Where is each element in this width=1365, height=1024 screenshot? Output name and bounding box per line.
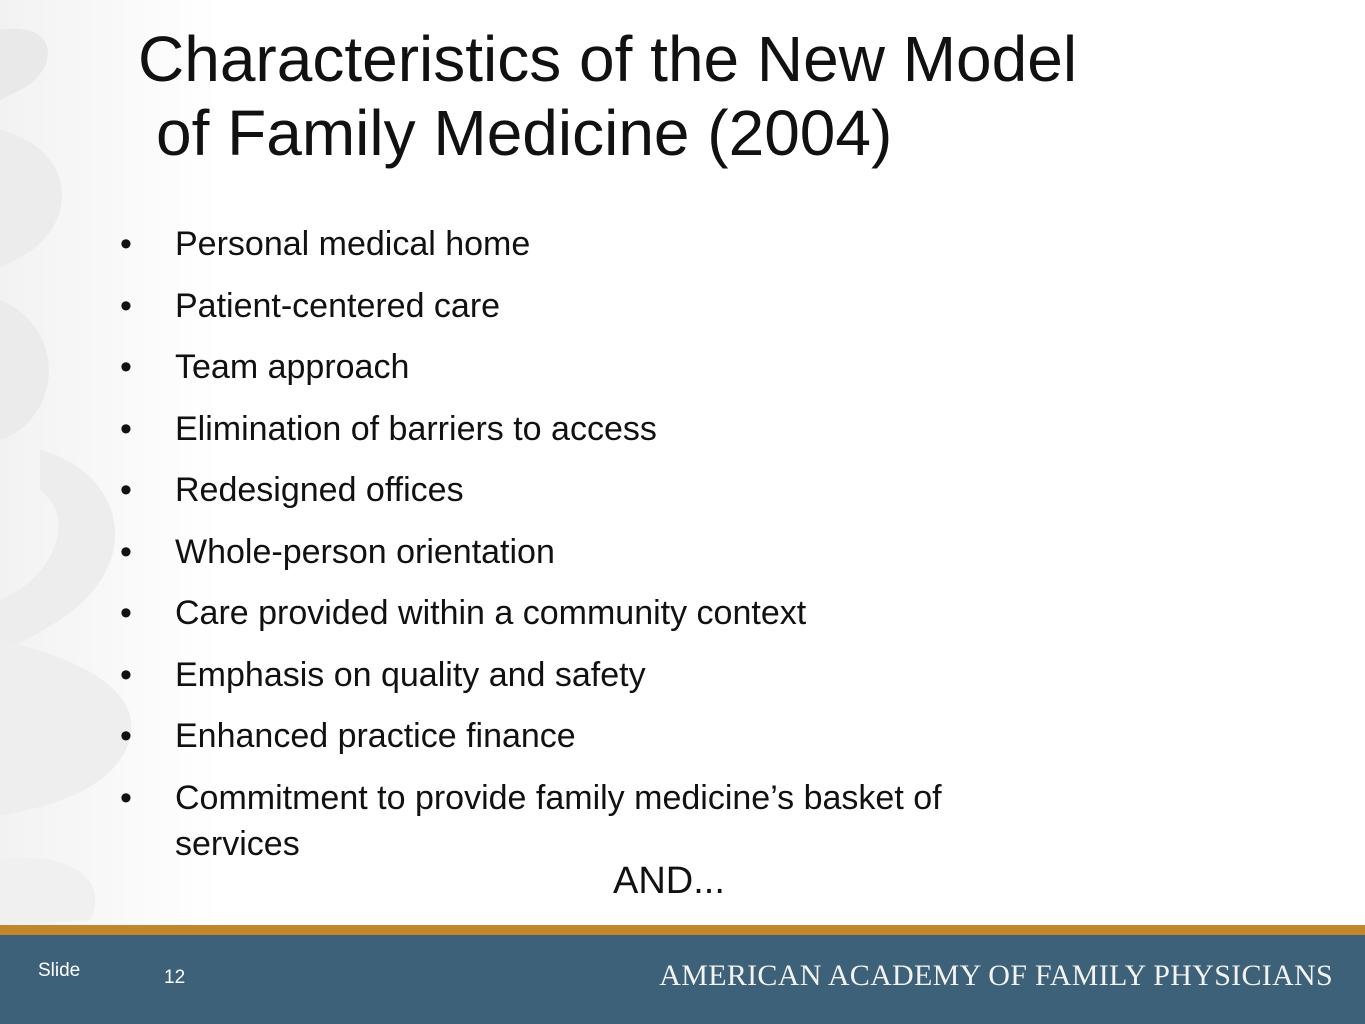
bullet-item	[120, 529, 1070, 575]
bullet-item	[120, 652, 1070, 698]
bullet-icon: •	[120, 594, 132, 632]
bullet-list	[120, 221, 1070, 882]
bullet-icon: •	[120, 348, 132, 386]
bullet-item	[120, 283, 1070, 329]
closing-text: AND...	[613, 860, 725, 902]
bullet-icon: •	[120, 471, 132, 509]
bullet-item	[120, 713, 1070, 759]
bullet-text: Emphasis on quality and safety	[175, 655, 646, 694]
bullet-icon: •	[120, 409, 132, 448]
bullet-item	[120, 590, 1070, 636]
bullet-text: Commitment to provide family medicine’s basket of services	[175, 778, 942, 863]
bullet-text: Redesigned offices	[175, 471, 464, 509]
bullet-icon: •	[120, 717, 132, 755]
bullet-text: Personal medical home	[175, 225, 531, 263]
bullet-icon: •	[120, 286, 132, 325]
slide-number: 12	[164, 967, 186, 988]
organization-name: AMERICAN ACADEMY OF FAMILY PHYSICIANS	[659, 959, 1333, 992]
slide-title	[138, 22, 1238, 170]
bullet-text: Patient-centered care	[175, 286, 501, 325]
bullet-text: Whole-person orientation	[175, 532, 555, 571]
bullet-item	[120, 775, 1070, 867]
footer-bar	[0, 935, 1365, 1024]
bullet-icon: •	[120, 532, 132, 571]
bullet-text: Care provided within a community context	[175, 594, 807, 632]
bullet-item	[120, 344, 1070, 390]
title-line-2: of Family Medicine (2004)	[156, 97, 893, 169]
slide-label: Slide	[38, 960, 81, 981]
bullet-text: Enhanced practice finance	[175, 717, 576, 755]
title-line-1: Characteristics of the New Model	[138, 23, 1078, 95]
bullet-item	[120, 221, 1070, 267]
bullet-text: Team approach	[175, 348, 410, 386]
bullet-icon: •	[120, 655, 132, 694]
accent-bar	[0, 925, 1365, 935]
bullet-icon: •	[120, 225, 132, 263]
bullet-text: Elimination of barriers to access	[175, 409, 657, 448]
bullet-item	[120, 406, 1070, 452]
bullet-item	[120, 467, 1070, 513]
bullet-icon: •	[120, 778, 132, 817]
